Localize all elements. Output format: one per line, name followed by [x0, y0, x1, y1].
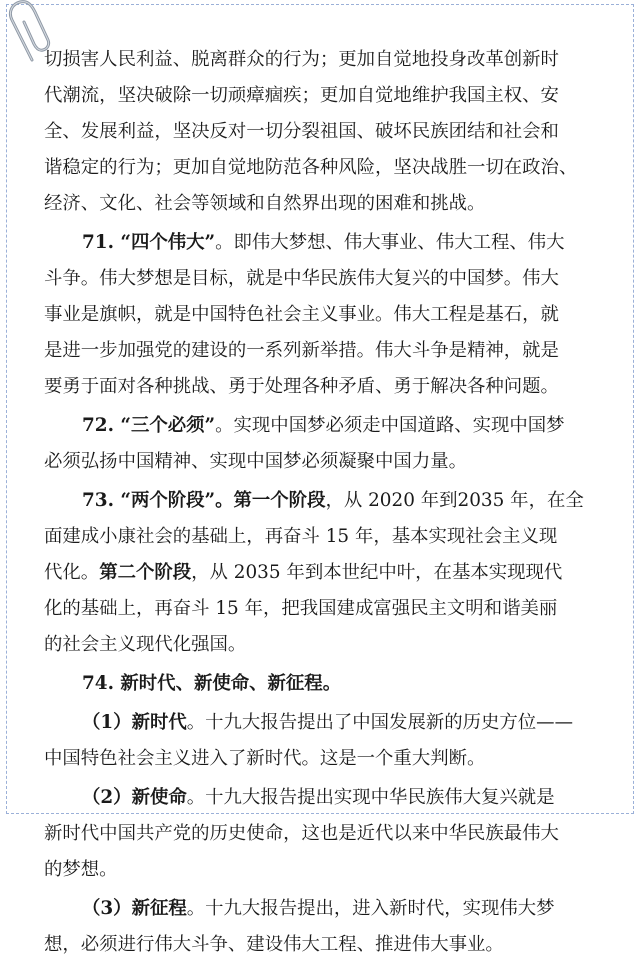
text-run: 。十九大报告提出实现中华民族伟大复兴就是 — [186, 787, 555, 808]
text-line — [44, 591, 626, 627]
text-line — [44, 369, 626, 405]
text-run: 切损害人民利益、脱离群众的行为；更加自觉地投身改革创新时 — [44, 49, 559, 70]
bold-text-run: 第二个阶段 — [99, 562, 192, 583]
text-line — [44, 705, 626, 741]
bold-text-run: 73. “两个阶段”。第一个阶段 — [82, 490, 326, 511]
text-line — [44, 852, 626, 888]
text-line — [44, 186, 626, 222]
text-line — [44, 891, 626, 927]
text-line — [44, 444, 626, 480]
text-line — [44, 555, 626, 591]
text-line — [44, 408, 626, 444]
text-line — [44, 483, 626, 519]
text-line — [44, 114, 626, 150]
text-run: 想，必须进行伟大斗争、建设伟大工程、推进伟大事业。 — [44, 934, 504, 955]
text-run: 。十九大报告提出了中国发展新的历史方位—— — [186, 712, 573, 733]
text-line — [44, 261, 626, 297]
text-line — [44, 780, 626, 816]
text-run: 中国特色社会主义进入了新时代。这是一个重大判断。 — [44, 748, 486, 769]
bold-text-run: （1）新时代 — [82, 712, 187, 733]
text-line — [44, 297, 626, 333]
bold-text-run: （3）新征程 — [82, 898, 187, 919]
bold-text-run: （2）新使命 — [82, 787, 187, 808]
text-run: 谐稳定的行为；更加自觉地防范各种风险，坚决战胜一切在政治、 — [44, 157, 578, 178]
bold-text-run: 71. “四个伟大” — [82, 232, 216, 253]
text-line — [44, 225, 626, 261]
text-run: ，从 2020 年到2035 年，在全 — [325, 490, 584, 511]
text-run: 要勇于面对各种挑战、勇于处理各种矛盾、勇于解决各种问题。 — [44, 376, 559, 397]
text-run: 全、发展利益，坚决反对一切分裂祖国、破坏民族团结和社会和 — [44, 121, 559, 142]
text-line — [44, 666, 626, 702]
text-run: 代潮流，坚决破除一切顽瘴痼疾；更加自觉地维护我国主权、安 — [44, 85, 559, 106]
text-line — [44, 816, 626, 852]
document-body — [44, 42, 626, 963]
text-line — [44, 519, 626, 555]
text-run: 化的基础上，再奋斗 15 年，把我国建成富强民主文明和谐美丽 — [44, 598, 558, 619]
text-run: 新时代中国共产党的历史使命，这也是近代以来中华民族最伟大 — [44, 823, 559, 844]
text-run: 的社会主义现代化强国。 — [44, 634, 247, 655]
text-line — [44, 627, 626, 663]
text-run: 代化。 — [44, 562, 100, 583]
text-run: 。即伟大梦想、伟大事业、伟大工程、伟大 — [215, 232, 565, 253]
text-run: 斗争。伟大梦想是目标，就是中华民族伟大复兴的中国梦。伟大 — [44, 268, 559, 289]
text-run: ，从 2035 年到本世纪中叶，在基本实现现代 — [191, 562, 563, 583]
text-line — [44, 741, 626, 777]
text-run: 经济、文化、社会等领域和自然界出现的困难和挑战。 — [44, 193, 486, 214]
text-line — [44, 927, 626, 963]
text-run: 必须弘扬中国精神、实现中国梦必须凝聚中国力量。 — [44, 451, 467, 472]
bold-text-run: 74. 新时代、新使命、新征程。 — [82, 673, 342, 694]
text-run: 是进一步加强党的建设的一系列新举措。伟大斗争是精神，就是 — [44, 340, 559, 361]
text-run: 面建成小康社会的基础上，再奋斗 15 年，基本实现社会主义现 — [44, 526, 558, 547]
bold-text-run: 72. “三个必须” — [82, 415, 216, 436]
text-run: 事业是旗帜，就是中国特色社会主义事业。伟大工程是基石，就 — [44, 304, 559, 325]
text-line — [44, 150, 626, 186]
text-line — [44, 78, 626, 114]
text-run: 的梦想。 — [44, 859, 118, 880]
text-line — [44, 42, 626, 78]
text-run: 。实现中国梦必须走中国道路、实现中国梦 — [215, 415, 565, 436]
text-run: 。十九大报告提出，进入新时代，实现伟大梦 — [186, 898, 555, 919]
text-line — [44, 333, 626, 369]
